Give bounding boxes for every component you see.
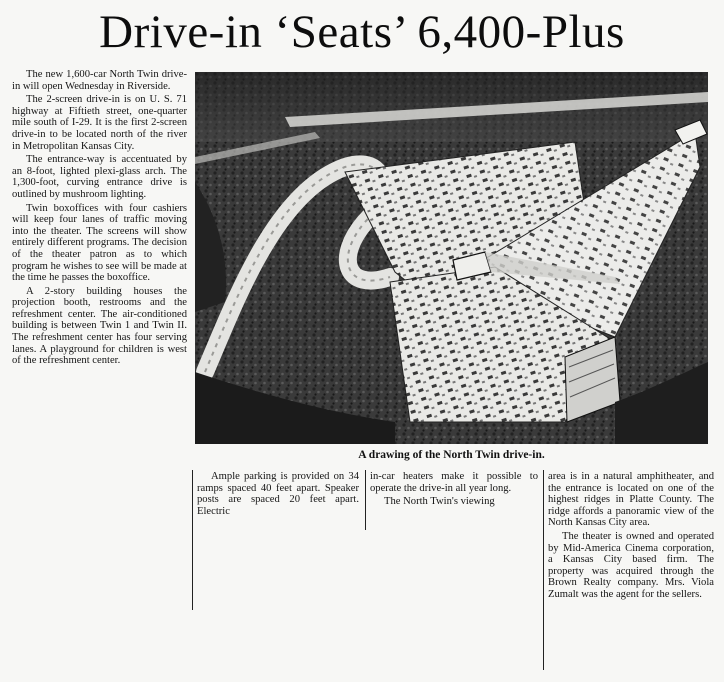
drive-in-illustration xyxy=(195,72,708,444)
paragraph: The 2-screen drive-in is on U. S. 71 highway at Fiftieth street, one-quarter mile south of I-29. It is the first 2-screen drive-in to be located north of the river in Metropolitan Kansas City. xyxy=(12,94,187,152)
paragraph: area is in a natural amphitheater, and the entrance is located on one of the highest ridges in Platte County. The ridge affords a panoramic view of the North Kansas City area. xyxy=(548,471,714,529)
paragraph: The theater is owned and operated by Mid-America Cinema corporation, a Kansas City based firm. The property was acquired through the Brown Realty company. Mrs. Viola Zumalt was the agent for the sellers. xyxy=(548,530,714,600)
article-column-2 xyxy=(197,471,359,519)
paragraph: A 2-story building houses the projection booth, restrooms and the refreshment center. The air-conditioned building is between Twin 1 and Twin II. The refreshment center has four serving lanes. A playground for children is west of the refreshment center. xyxy=(12,285,187,367)
column-divider xyxy=(365,470,366,530)
drive-in-drawing xyxy=(195,72,708,444)
paragraph: in-car heaters make it possible to operate the drive-in all year long. xyxy=(370,471,538,494)
article-column-3 xyxy=(370,471,538,510)
paragraph: Twin boxoffices with four cashiers will keep four lanes of traffic moving into the theater. The screens will show entirely different programs. The decision of the theater patron as to which program he wishes to see will be made at the time he passes the boxoffice. xyxy=(12,202,187,284)
figure-caption: A drawing of the North Twin drive-in. xyxy=(358,449,545,461)
paragraph: The new 1,600-car North Twin drive-in will open Wednesday in Riverside. xyxy=(12,69,187,92)
paragraph: Ample parking is provided on 34 ramps spaced 40 feet apart. Speaker posts are spaced 20 feet apart. Electric xyxy=(197,471,359,517)
article-column-4 xyxy=(548,471,714,603)
column-divider xyxy=(543,470,544,670)
column-divider xyxy=(192,470,193,610)
paragraph: The North Twin's viewing xyxy=(384,496,495,508)
paragraph: The entrance-way is accentuated by an 8-foot, lighted plexi-glass arch. The 1,300-foot, curving entrance drive is outlined by mushroom lighting. xyxy=(12,154,187,200)
headline: Drive-in ‘Seats’ 6,400-Plus xyxy=(99,6,625,58)
article-column-1 xyxy=(12,69,187,369)
